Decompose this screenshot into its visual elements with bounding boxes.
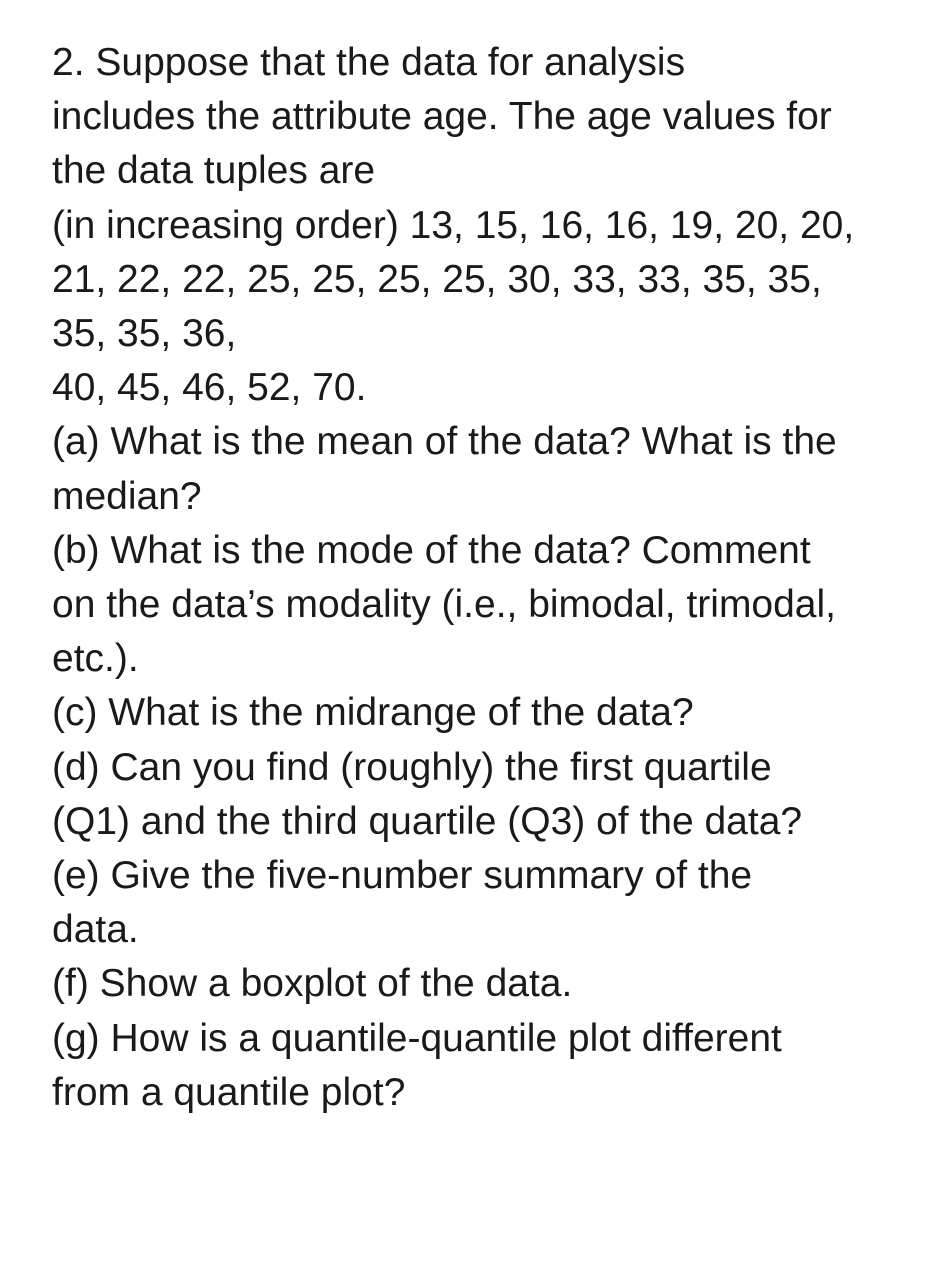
subquestion-a-line: (a) What is the mean of the data? What is the: [52, 420, 837, 464]
question-line: 2. Suppose that the data for analysis: [52, 41, 686, 84]
subquestion-d-line: (Q1) and the third quartile (Q3) of the data?: [52, 799, 803, 843]
subquestion-b-line: (b) What is the mode of the data? Comment: [52, 528, 811, 572]
subquestion-b-line: on the data’s modality (i.e., bimodal, trimodal,: [52, 583, 836, 627]
question-text: [52, 36, 912, 1120]
data-values-line: 40, 45, 46, 52, 70.: [52, 366, 367, 410]
subquestion-g-line: from a quantile plot?: [52, 1070, 406, 1114]
subquestion-a-line: median?: [52, 474, 202, 518]
subquestion-c-line: (c) What is the midrange of the data?: [52, 691, 694, 735]
subquestion-b-line: etc.).: [52, 637, 139, 681]
data-values-line: 21, 22, 22, 25, 25, 25, 25, 30, 33, 33, 35, 35,: [52, 257, 822, 301]
data-values-line: (in increasing order) 13, 15, 16, 16, 19, 20, 20,: [52, 203, 855, 247]
subquestion-g-line: (g) How is a quantile-quantile plot different: [52, 1016, 782, 1060]
subquestion-e-line: (e) Give the five-number summary of the: [52, 854, 753, 898]
question-line: the data tuples are: [52, 149, 376, 193]
subquestion-f-line: (f) Show a boxplot of the data.: [52, 962, 573, 1006]
subquestion-d-line: (d) Can you find (roughly) the first quartile: [52, 745, 772, 789]
subquestion-e-line: data.: [52, 908, 139, 952]
question-line: includes the attribute age. The age values for: [52, 95, 832, 139]
data-values-line: 35, 35, 36,: [52, 312, 237, 356]
